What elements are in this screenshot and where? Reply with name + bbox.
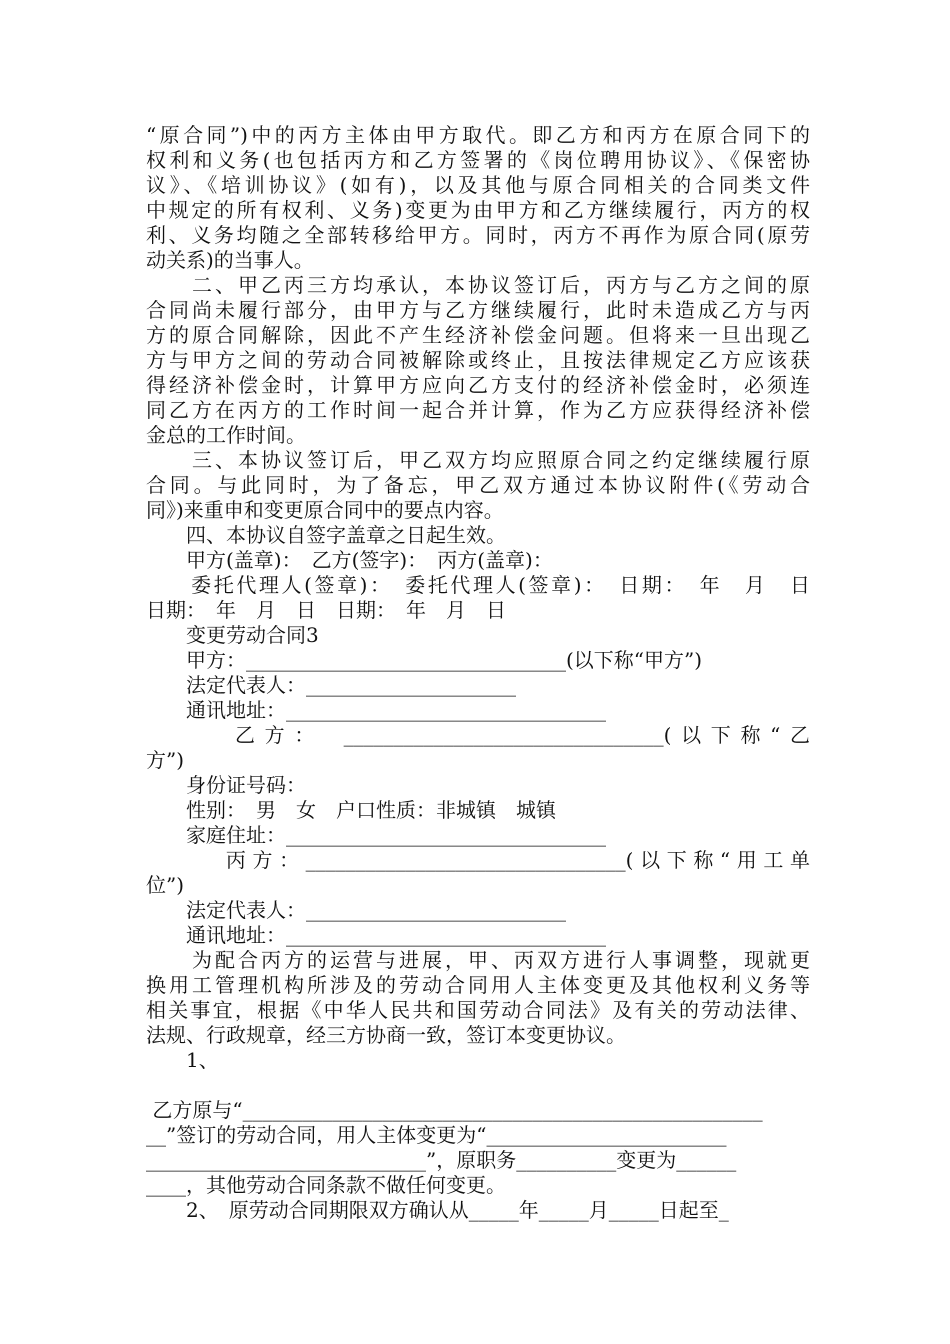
text-line: 换用工管理机构所涉及的劳动合同用人主体变更及其他权利义务等 [146, 973, 810, 997]
text-line: 金总的工作时间。 [146, 423, 306, 447]
text-line: 四、本协议自签字盖章之日起生效。 [146, 523, 506, 547]
text-line: 中规定的所有权利、义务)变更为由甲方和乙方继续履行，丙方的权 [146, 198, 810, 222]
text-line: 利、义务均随之全部转移给甲方。同时，丙方不再作为原合同(原劳 [146, 223, 810, 247]
text-line: “原合同”)中的丙方主体由甲方取代。即乙方和丙方在原合同下的 [146, 123, 810, 147]
text-line: 为配合丙方的运营与进展，甲、丙双方进行人事调整，现就更 [146, 948, 810, 972]
field-legal-rep: 法定代表人：_____________________ [146, 673, 516, 697]
text-line: ____，其他劳动合同条款不做任何变更。 [146, 1173, 506, 1197]
text-line: 乙方原与“____________________________________________________ [146, 1098, 763, 1122]
clause-number: 1、 [146, 1048, 219, 1072]
text-line: 合同尚未履行部分，由甲方与乙方继续履行，此时未造成乙方与丙 [146, 298, 810, 322]
field-party-c: 丙方：________________________________(以下称“用工单 [146, 848, 810, 872]
text-line: 同》)来重申和变更原合同中的要点内容。 [146, 498, 504, 522]
field-party-a: 甲方：________________________________(以下称“甲方”) [146, 648, 703, 672]
text-line: 方”) [146, 748, 185, 772]
text-line: 得经济补偿金时，计算甲方应向乙方支付的经济补偿金时，必须连 [146, 373, 810, 397]
field-home-address: 家庭住址：________________________________ [146, 823, 606, 847]
text-line: 动关系)的当事人。 [146, 248, 314, 272]
text-line: 三、本协议签订后，甲乙双方均应照原合同之约定继续履行原 [146, 448, 810, 472]
text-line: 2、 原劳动合同期限双方确认从_____年_____月_____日起至_ [146, 1198, 729, 1222]
text-line: 二、甲乙丙三方均承认，本协议签订后，丙方与乙方之间的原 [146, 273, 810, 297]
section-title: 变更劳动合同3 [146, 623, 319, 647]
text-line: 相关事宜，根据《中华人民共和国劳动合同法》及有关的劳动法律、 [146, 998, 810, 1022]
text-line: 议》、《培训协议》(如有)，以及其他与原合同相关的合同类文件 [146, 173, 810, 197]
text-line: 合同。与此同时，为了备忘，甲乙双方通过本协议附件(《劳动合 [146, 473, 810, 497]
text-line: __”签订的劳动合同，用人主体变更为“________________________ [146, 1123, 727, 1147]
field-address-c: 通讯地址：________________________________ [146, 923, 606, 947]
text-line: 方与甲方之间的劳动合同被解除或终止，且按法律规定乙方应该获 [146, 348, 810, 372]
blank-line [146, 1073, 810, 1098]
text-line: 位”) [146, 873, 185, 897]
text-line: 权利和义务(也包括丙方和乙方签署的《岗位聘用协议》、《保密协 [146, 148, 810, 172]
text-line: 同乙方在丙方的工作时间一起合并计算，作为乙方应获得经济补偿 [146, 398, 810, 422]
field-gender-hukou: 性别： 男 女 户口性质：非城镇 城镇 [146, 798, 556, 822]
field-address: 通讯地址：________________________________ [146, 698, 606, 722]
field-party-b: 乙方： ________________________________(以下称“乙 [146, 723, 810, 747]
signature-line: 甲方(盖章)： 乙方(签字)： 丙方(盖章)： [146, 548, 553, 572]
field-id-number: 身份证号码： [146, 773, 306, 797]
field-legal-rep-c: 法定代表人：__________________________ [146, 898, 566, 922]
text-line: ____________________________”，原职务__________变更为______ [146, 1148, 737, 1172]
text-line: 法规、行政规章，经三方协商一致，签订本变更协议。 [146, 1023, 626, 1047]
signature-line: 委托代理人(签章)： 委托代理人(签章)： 日期： 年 月 日 [146, 573, 810, 597]
date-line: 日期： 年 月 日 日期： 年 月 日 [146, 598, 506, 622]
text-line: 方的原合同解除，因此不产生经济补偿金问题。但将来一旦出现乙 [146, 323, 810, 347]
